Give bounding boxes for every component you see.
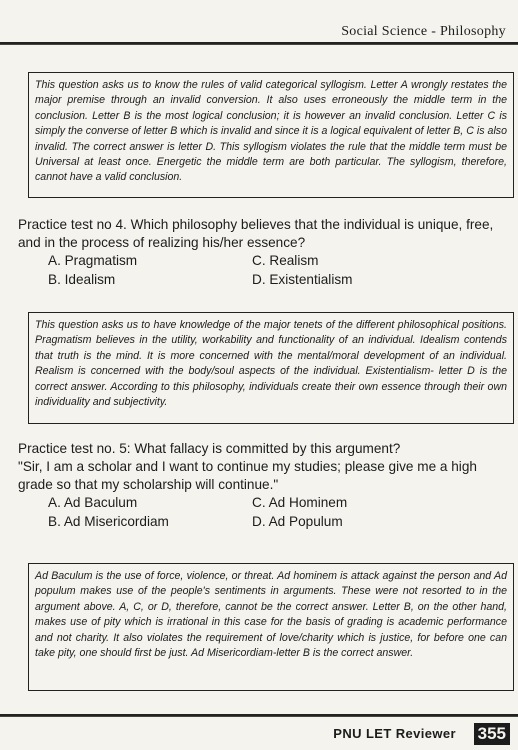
question-4 [18,216,514,289]
option-c: C. Realism [252,253,319,268]
explanation-box-1 [28,72,514,198]
explanation-box-2 [28,312,514,424]
explanation-box-3 [28,563,514,691]
question-5 [18,440,514,531]
footer-brand: PNU LET Reviewer [333,726,456,741]
option-b: B. Ad Misericordiam [48,513,169,529]
explanation-text-3: Ad Baculum is the use of force, violence, or threat. Ad hominem is attack against the person and Ad populum makes use of the people's sentiments in arguments. These were not resorted to in the argument above. A, C, or D, therefore, cannot be the correct answer. Letter B, on the other hand, makes use of pity which is irrational in this case for the basis of grading is academic performance and not charity. It also violates the requirement of love/charity which is justice, for before one can take pity, one should first be just. Ad Misericordiam-letter B is the correct answer. [35,570,507,660]
question-5-stem: Practice test no. 5: What fallacy is committed by this argument? [18,441,401,456]
explanation-text-1: This question asks us to know the rules of valid categorical syllogism. Letter A wrongly restates the major premise through an invalid conversion. It also uses erroneously the middle term in the conclusion. Letter B is the most logical conclusion; it is however an invalid conclusion. Letter C is simply the converse of letter B which is invalid and since it is a logical equivalent of letter B, C is also invalid. The correct answer is letter D. This syllogism violates the rule that the middle term must be Universal at least once. Energetic the middle term are both particular. The syllogism, therefore, cannot have a valid conclusion. [35,79,507,184]
option-a: A. Ad Baculum [48,495,138,510]
question-5-quote: "Sir, I am a scholar and I want to continue my studies; please give me a high grade so that my scholarship will continue." [18,459,477,492]
explanation-text-2: This question asks us to have knowledge of the major tenets of the different philosophical positions. Pragmatism believes in the utility, workability and functionality of an individual. Idealism contends that truth is the mind. It is more concerned with the mental/moral development of an individual. Realism is concerned with the body/soul aspects of the individual. Existentialism- letter D is the correct answer. According to this philosophy, individuals create their own essence through their own individuality and subjectivity. [35,319,507,409]
page-number: 355 [474,723,510,745]
section-title: Social Science - Philosophy [341,24,506,39]
option-d: D. Ad Populum [252,513,343,529]
question-4-stem: Practice test no 4. Which philosophy believes that the individual is unique, free, and in the process of realizing his/her essence? [18,217,494,250]
question-5-options [18,494,514,531]
option-b: B. Idealism [48,271,116,287]
option-d: D. Existentialism [252,271,353,287]
option-a: A. Pragmatism [48,253,138,268]
header-rule [0,42,518,45]
option-c: C. Ad Hominem [252,495,348,510]
footer-rule [0,714,518,717]
page-header [0,22,518,44]
question-4-options [18,252,514,289]
page-footer [0,714,518,750]
